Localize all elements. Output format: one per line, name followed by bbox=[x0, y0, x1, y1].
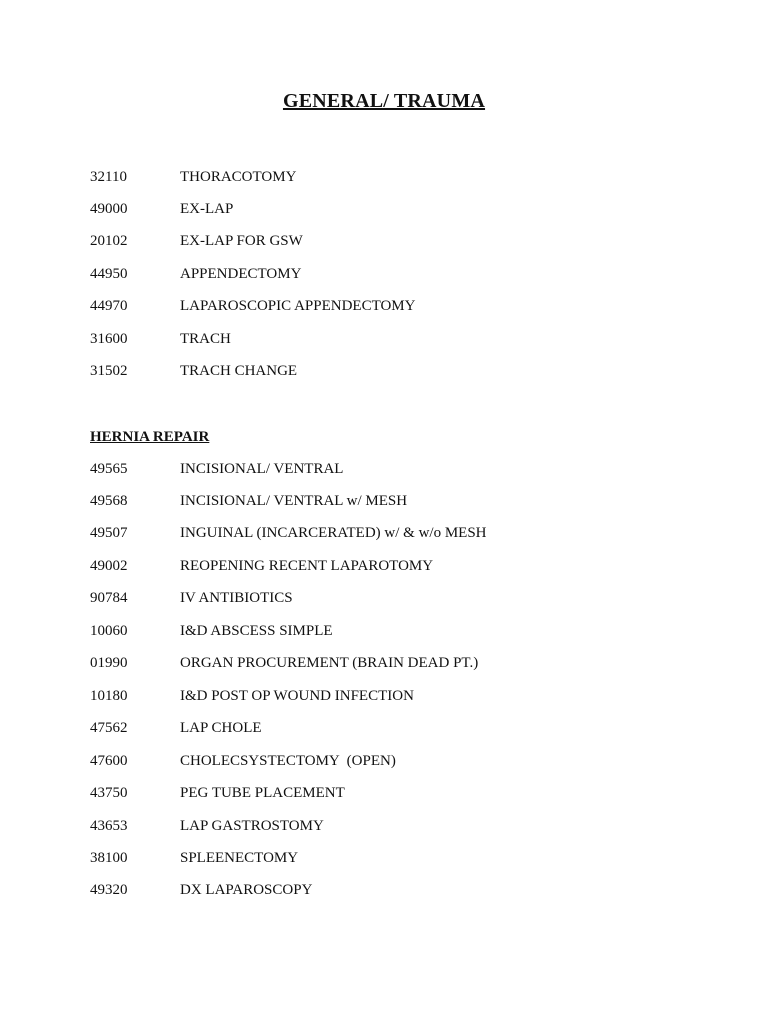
procedure-code: 49002 bbox=[90, 558, 128, 574]
procedure-code: 47600 bbox=[90, 753, 128, 769]
procedure-code: 32110 bbox=[90, 169, 127, 185]
procedure-description: I&D ABSCESS SIMPLE bbox=[180, 623, 333, 639]
procedure-code: 44970 bbox=[90, 298, 128, 314]
procedure-code: 49568 bbox=[90, 493, 128, 509]
procedure-description: LAPAROSCOPIC APPENDECTOMY bbox=[180, 298, 416, 314]
procedure-code: 31502 bbox=[90, 363, 128, 379]
procedure-description: I&D POST OP WOUND INFECTION bbox=[180, 688, 414, 704]
procedure-code: 10180 bbox=[90, 688, 128, 704]
procedure-description: INGUINAL (INCARCERATED) w/ & w/o MESH bbox=[180, 525, 487, 541]
procedure-code: 49320 bbox=[90, 882, 128, 898]
procedure-code: 43750 bbox=[90, 785, 128, 801]
procedure-code: 49565 bbox=[90, 461, 128, 477]
procedure-description: PEG TUBE PLACEMENT bbox=[180, 785, 345, 801]
procedure-code: 31600 bbox=[90, 331, 128, 347]
procedure-description: LAP GASTROSTOMY bbox=[180, 818, 324, 834]
procedure-description: CHOLECSYSTECTOMY (OPEN) bbox=[180, 753, 396, 769]
procedure-description: ORGAN PROCUREMENT (BRAIN DEAD PT.) bbox=[180, 655, 479, 671]
procedure-description: DX LAPAROSCOPY bbox=[180, 882, 313, 898]
procedure-description: IV ANTIBIOTICS bbox=[180, 590, 293, 606]
procedure-description: INCISIONAL/ VENTRAL bbox=[180, 461, 344, 477]
procedure-code: 47562 bbox=[90, 720, 128, 736]
procedure-description: LAP CHOLE bbox=[180, 720, 262, 736]
procedure-code: 90784 bbox=[90, 590, 128, 606]
procedure-description: TRACH CHANGE bbox=[180, 363, 298, 379]
page-title: GENERAL/ TRAUMA bbox=[282, 90, 486, 112]
procedure-description: TRACH bbox=[180, 331, 231, 347]
procedure-description: REOPENING RECENT LAPAROTOMY bbox=[180, 558, 434, 574]
procedure-code: 20102 bbox=[90, 233, 128, 249]
procedure-description: EX-LAP FOR GSW bbox=[180, 233, 303, 249]
procedure-description: APPENDECTOMY bbox=[180, 266, 302, 282]
section-heading-hernia-repair: HERNIA REPAIR bbox=[90, 429, 210, 445]
procedure-code: 38100 bbox=[90, 850, 128, 866]
procedure-code: 49000 bbox=[90, 201, 128, 217]
procedure-description: INCISIONAL/ VENTRAL w/ MESH bbox=[180, 493, 408, 509]
procedure-code: 10060 bbox=[90, 623, 128, 639]
procedure-code: 44950 bbox=[90, 266, 128, 282]
procedure-description: SPLEENECTOMY bbox=[180, 850, 299, 866]
procedure-code: 43653 bbox=[90, 818, 128, 834]
procedure-code: 01990 bbox=[90, 655, 128, 671]
procedure-description: EX-LAP bbox=[180, 201, 234, 217]
procedure-code: 49507 bbox=[90, 525, 128, 541]
procedure-description: THORACOTOMY bbox=[180, 169, 297, 185]
